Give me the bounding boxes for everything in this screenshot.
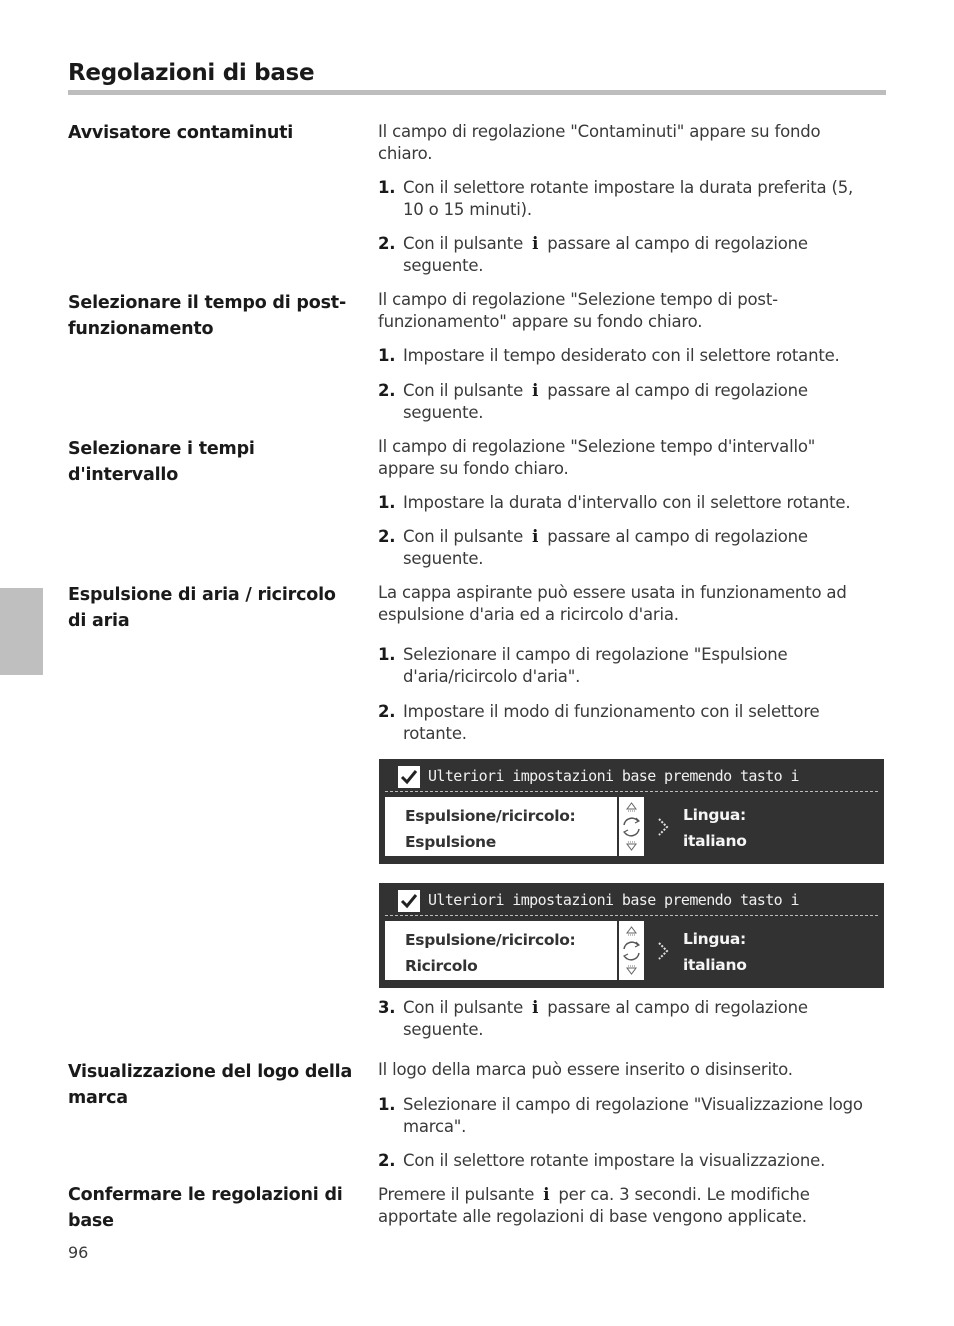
step-number: 1. — [378, 346, 396, 365]
step-number: 1. — [378, 178, 396, 197]
step-text: Selezionare il campo di regolazione "Espulsione d'aria/ricircolo d'aria". — [403, 645, 788, 686]
step-item — [378, 701, 874, 745]
selected-setting-field — [385, 921, 617, 980]
step-text-before: Con il pulsante — [403, 234, 524, 253]
step-text-before: Con il pulsante — [403, 527, 524, 546]
section-intro-confirm — [378, 1184, 874, 1228]
step-text — [403, 380, 874, 424]
step-number: 3. — [378, 998, 396, 1017]
display-divider — [385, 915, 878, 916]
info-button-icon: i — [532, 527, 539, 546]
step-item — [378, 492, 874, 514]
step-text: Impostare la durata d'intervallo con il selettore rotante. — [403, 493, 851, 512]
setting-label: Espulsione/ricircolo: — [405, 931, 576, 949]
page-number: 96 — [68, 1243, 89, 1262]
display-screen-recirculation — [379, 883, 884, 988]
section-intro-interval: Il campo di regolazione "Selezione tempo d'intervallo" appare su fondo chiaro. — [378, 437, 816, 478]
step-text — [403, 233, 874, 277]
setting-value: Espulsione — [405, 833, 496, 851]
step-text-before: Con il pulsante — [403, 381, 524, 400]
step-item — [378, 1150, 874, 1172]
checkmark-icon — [398, 890, 420, 912]
next-setting-label: Lingua: — [683, 806, 746, 824]
step-text-after: passare al campo di regolazione seguente. — [403, 234, 808, 275]
step-text — [403, 526, 874, 570]
rotary-selector-icon — [619, 797, 644, 856]
section-intro-run-on: Il campo di regolazione "Selezione tempo di post-funzionamento" appare su fondo chiaro. — [378, 290, 778, 331]
step-text-after: passare al campo di regolazione seguente. — [403, 381, 808, 422]
step-text: Impostare il modo di funzionamento con il selettore rotante. — [403, 702, 820, 743]
title-divider — [68, 90, 886, 95]
section-heading-timer: Avvisatore contaminuti — [68, 123, 294, 143]
display-divider — [385, 791, 878, 792]
step-item — [378, 233, 874, 277]
chevron-right-icon — [656, 940, 670, 966]
next-setting-value: italiano — [683, 956, 747, 974]
step-number: 1. — [378, 493, 396, 512]
next-setting-value: italiano — [683, 832, 747, 850]
step-item — [378, 1094, 874, 1138]
step-item — [378, 380, 874, 424]
display-header-text: Ulteriori impostazioni base premendo tasto i — [428, 891, 799, 909]
step-number: 2. — [378, 527, 396, 546]
setting-value: Ricircolo — [405, 957, 478, 975]
display-header-text: Ulteriori impostazioni base premendo tasto i — [428, 767, 799, 785]
chapter-tab-marker — [0, 588, 43, 675]
step-item — [378, 345, 874, 367]
rotary-selector-icon — [619, 921, 644, 980]
section-intro-timer: Il campo di regolazione "Contaminuti" appare su fondo chiaro. — [378, 122, 821, 163]
step-number: 2. — [378, 234, 396, 253]
display-screen-expulsion — [379, 759, 884, 864]
step-number: 2. — [378, 1151, 396, 1170]
step-number: 2. — [378, 702, 396, 721]
page-title: Regolazioni di base — [68, 60, 315, 86]
section-heading-confirm: Confermare le regolazioni di base — [68, 1185, 343, 1231]
next-setting-label: Lingua: — [683, 930, 746, 948]
step-text — [403, 997, 874, 1041]
setting-label: Espulsione/ricircolo: — [405, 807, 576, 825]
step-text: Impostare il tempo desiderato con il selettore rotante. — [403, 346, 840, 365]
step-number: 2. — [378, 381, 396, 400]
step-item — [378, 997, 874, 1041]
info-button-icon: i — [532, 234, 539, 253]
step-item — [378, 177, 874, 221]
step-text: Con il selettore rotante impostare la visualizzazione. — [403, 1151, 826, 1170]
section-heading-logo: Visualizzazione del logo della marca — [68, 1062, 353, 1108]
selected-setting-field — [385, 797, 617, 856]
step-text: Con il selettore rotante impostare la durata preferita (5, 10 o 15 minuti). — [403, 178, 854, 219]
step-item — [378, 526, 874, 570]
info-button-icon: i — [532, 381, 539, 400]
section-heading-air-mode: Espulsione di aria / ricircolo di aria — [68, 585, 336, 631]
info-button-icon: i — [532, 998, 539, 1017]
step-text-after: passare al campo di regolazione seguente. — [403, 527, 808, 568]
confirm-text-after: per ca. 3 secondi. Le modifiche apportate alle regolazioni di base vengono applicate. — [378, 1185, 810, 1226]
section-intro-logo: Il logo della marca può essere inserito o disinserito. — [378, 1060, 793, 1079]
step-text-after: passare al campo di regolazione seguente. — [403, 998, 808, 1039]
step-item — [378, 644, 874, 688]
section-heading-run-on: Selezionare il tempo di post-funzionamento — [68, 293, 347, 339]
section-intro-air-mode: La cappa aspirante può essere usata in funzionamento ad espulsione d'aria ed a ricircolo d'aria. — [378, 583, 847, 624]
step-text-before: Con il pulsante — [403, 998, 524, 1017]
section-heading-interval: Selezionare i tempi d'intervallo — [68, 439, 255, 485]
step-number: 1. — [378, 1095, 396, 1114]
confirm-text-before: Premere il pulsante — [378, 1185, 535, 1204]
chevron-right-icon — [656, 816, 670, 842]
step-text: Selezionare il campo di regolazione "Visualizzazione logo marca". — [403, 1095, 863, 1136]
info-button-icon: i — [543, 1185, 550, 1204]
checkmark-icon — [398, 766, 420, 788]
step-number: 1. — [378, 645, 396, 664]
